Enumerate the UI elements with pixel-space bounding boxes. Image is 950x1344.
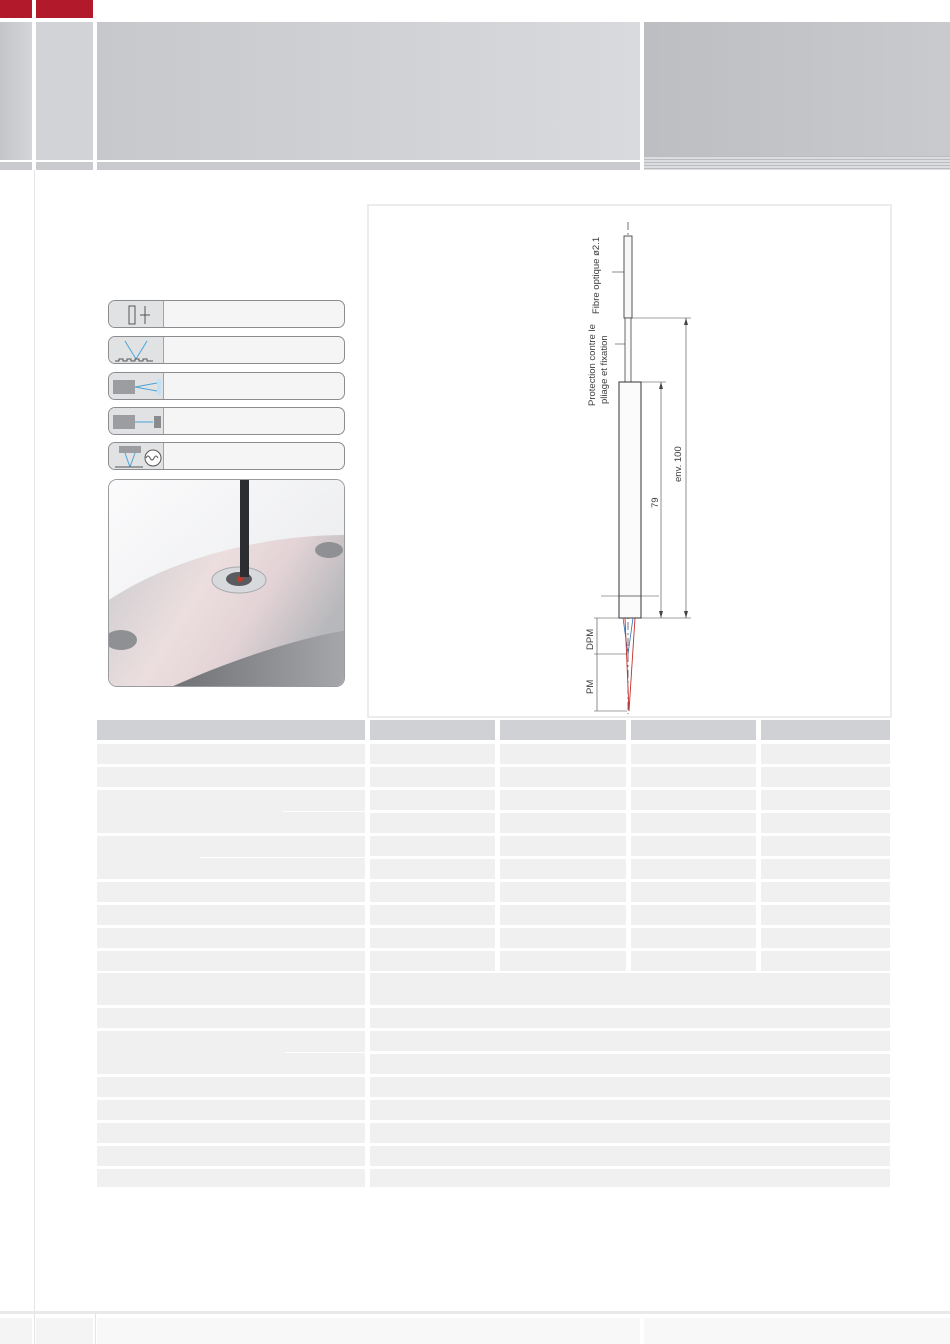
vibration-measurement-icon	[109, 443, 163, 470]
footer-rule	[0, 1311, 950, 1314]
footer-panel	[97, 1318, 640, 1344]
dimension-drawing	[367, 204, 892, 718]
page-guide-line	[34, 170, 35, 1344]
length-total-label: env. 100	[673, 446, 684, 482]
application-transparent	[108, 372, 345, 400]
header-stripes	[644, 156, 950, 170]
surface-profile-icon	[109, 337, 163, 364]
application-distance	[108, 407, 345, 435]
footer-panel	[644, 1318, 950, 1344]
protection-label-line2: pliage et fixation	[599, 335, 610, 404]
header-accent-tab	[0, 0, 32, 18]
protection-label-line1: Protection contre le	[587, 324, 598, 406]
header-panel	[36, 22, 93, 160]
application-vibration	[108, 442, 345, 470]
header-title-panel	[97, 22, 640, 160]
fiber-label: Fibre optique ø2.1	[591, 236, 602, 314]
pm-label: PM	[585, 679, 596, 694]
length-body-label: 79	[650, 497, 661, 508]
distance-measurement-icon	[109, 408, 163, 435]
footer-panel	[0, 1318, 32, 1344]
header-bar	[97, 162, 640, 170]
thickness-measurement-icon	[109, 301, 163, 328]
header-bar	[0, 162, 32, 170]
page-guide-line	[95, 1311, 96, 1344]
application-profile	[108, 336, 345, 364]
dpm-label: DPM	[585, 628, 596, 650]
application-thickness	[108, 300, 345, 328]
header-panel	[0, 22, 32, 160]
application-photo	[108, 479, 345, 687]
footer-panel	[36, 1318, 93, 1344]
header-side-panel	[644, 22, 950, 160]
spec-table	[97, 720, 890, 1187]
header-accent-tab	[36, 0, 93, 18]
transparent-object-icon	[109, 373, 163, 400]
header-bar	[36, 162, 93, 170]
